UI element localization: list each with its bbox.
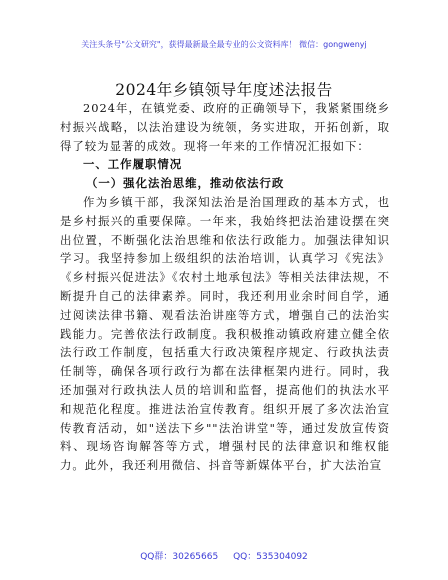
footer-contact	[0, 549, 448, 562]
document-body	[60, 99, 390, 475]
section-heading: 一、工作履职情况	[83, 157, 183, 172]
qq-group-text: QQ群：30265665	[140, 552, 219, 562]
intro-paragraph: 2024年，在镇党委、政府的正确领导下，我紧紧围绕乡村振兴战略，以法治建设为统领，务实进取，开拓创新，取得了较为显著的成效。现将一年来的工作情况汇报如下：	[60, 101, 390, 153]
subsection-heading: （一）强化法治思维，推动依法行政	[86, 176, 285, 191]
document-title: 2024年乡镇领导年度述法报告	[115, 81, 333, 99]
body-paragraph: 作为乡镇干部，我深知法治是治国理政的基本方式，也是乡村振兴的重要保障。一年来，我始终把法治建设摆在突出位置，不断强化法治思维和依法行政能力。加强法律知识学习。我坚持参加上级组织的法治培训，认真学习《宪法》《乡村振兴促进法》《农村土地承包法》等相关法律法规，不断提升自己的法律素养。同时，我还利用业余时间自学，通过阅读法律书籍、观看法治讲座等方式，增强自己的法治实践能力。完善依法行政制度。我积极推动镇政府建立健全依法行政工作制度，包括重大行政决策程序规定、行政执法责任制等，确保各项行政行为都在法律框架内进行。同时，我还加强对行政执法人员的培训和监督，提高他们的执法水平和规范化程度。推进法治宣传教育。组织开展了多次法治宣传教育活动，如"送法下乡""法治讲堂"等，通过发放宣传资料、现场咨询解答等方式，增强村民的法律意识和维权能力。此外，我还利用微信、抖音等新媒体平台，扩大法治宣	[60, 194, 390, 473]
header-banner[interactable]: 关注头条号"公文研究"，获得最新最全最专业的公文资料库！ 微信：gongwenyj	[81, 40, 367, 49]
qq-text: QQ：535304092	[233, 552, 308, 562]
